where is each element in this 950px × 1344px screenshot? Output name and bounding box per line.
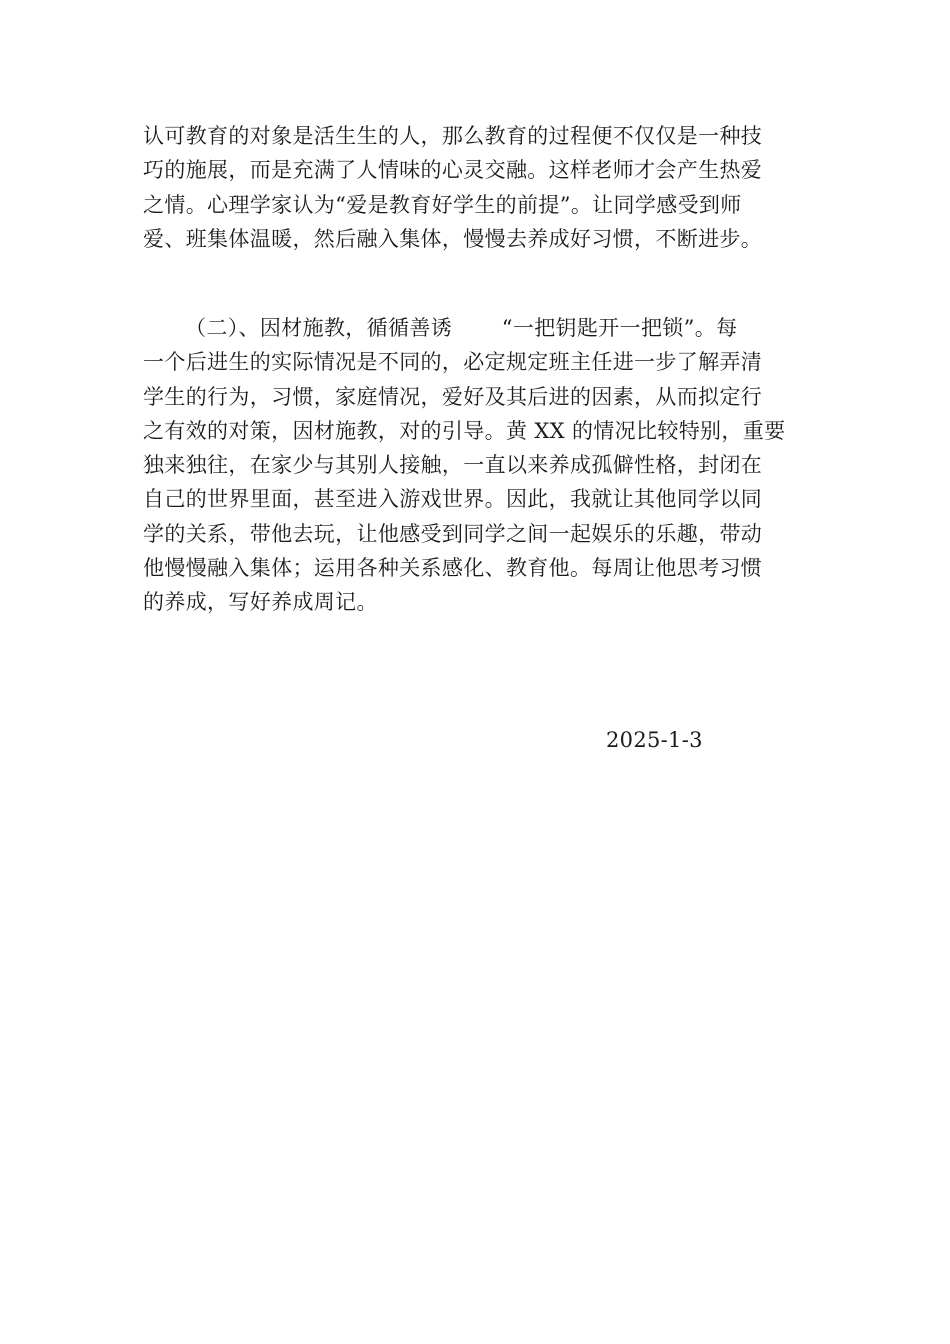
paragraph-line: 认可教育的对象是活生生的人，那么教育的过程便不仅仅是一种技 [143, 124, 763, 148]
paragraph-line: 自己的世界里面，甚至进入游戏世界。因此，我就让其他同学以同 [143, 487, 763, 512]
document-date: 2025-1-3 [606, 728, 703, 752]
paragraph-line: 之情。心理学家认为“爱是教育好学生的前提”。让同学感受到师 [143, 192, 742, 217]
paragraph-line: 爱、班集体温暖，然后融入集体，慢慢去养成好习惯，不断进步。 [143, 226, 763, 251]
paragraph-line: 学的关系，带他去玩，让他感受到同学之间一起娱乐的乐趣，带动 [143, 521, 763, 546]
paragraph-section-two [143, 311, 808, 620]
paragraph-line: 独来独往，在家少与其别人接触，一直以来养成孤僻性格，封闭在 [143, 453, 763, 478]
paragraph-line: 巧的施展，而是充满了人情味的心灵交融。这样老师才会产生热爱 [143, 158, 763, 183]
paragraph-line: 学生的行为，习惯，家庭情况，爱好及其后进的因素，从而拟定行 [143, 384, 763, 409]
paragraph-line: 的养成，写好养成周记。 [143, 590, 378, 615]
paragraph-line: 之有效的对策，因材施教，对的引导。黄 XX 的情况比较特别，重要 [143, 418, 786, 443]
paragraph-line: （二）、因材施教，循循善诱 “一把钥匙开一把锁”。每 [185, 316, 738, 340]
paragraph-intro [143, 119, 808, 256]
paragraph-line: 他慢慢融入集体；运用各种关系感化、教育他。每周让他思考习惯 [143, 556, 763, 581]
paragraph-line: 一个后进生的实际情况是不同的，必定规定班主任进一步了解弄清 [143, 350, 763, 375]
